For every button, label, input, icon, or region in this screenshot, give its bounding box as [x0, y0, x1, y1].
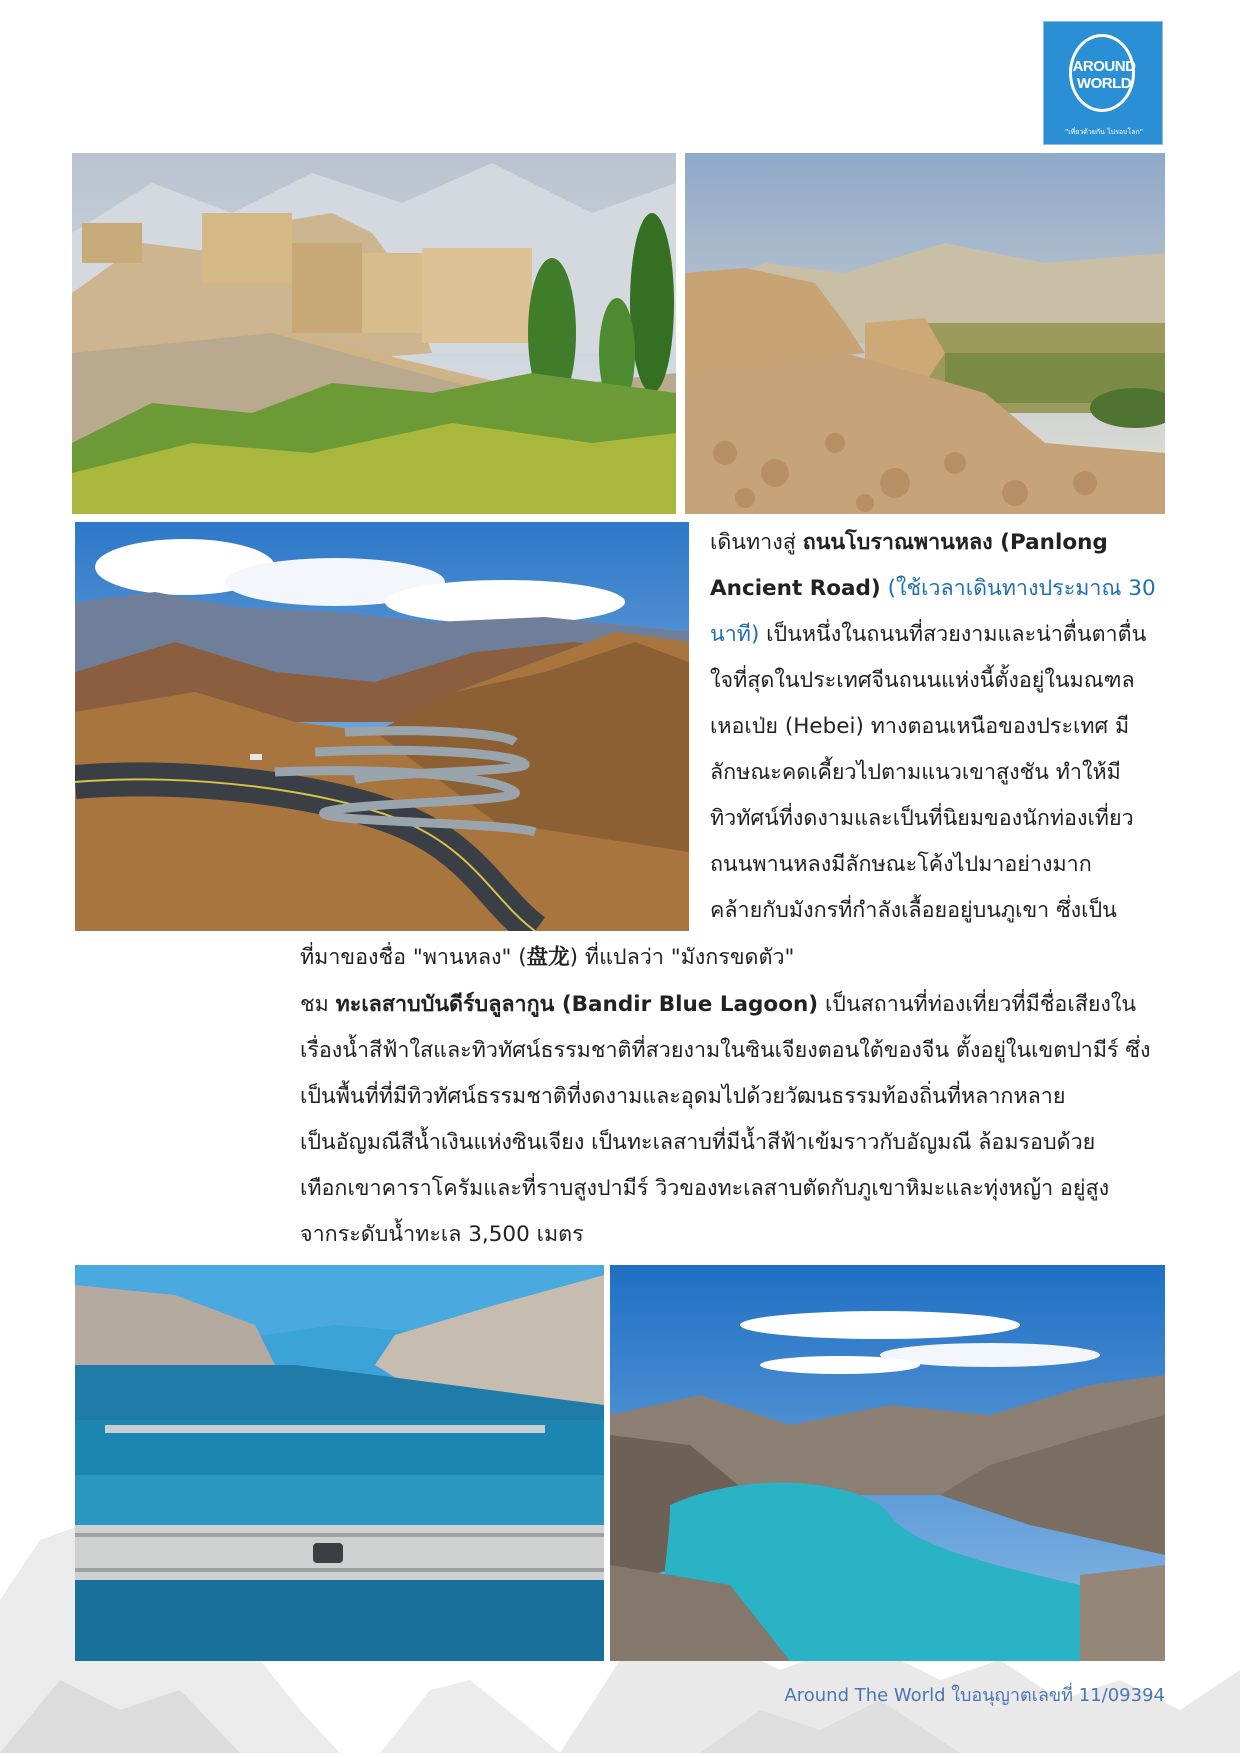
text-line: [710, 750, 1148, 796]
photo-lagoon-valley: [610, 1265, 1165, 1661]
photo-lagoon-bridge: [75, 1265, 604, 1661]
text-run: ทะเลสาบบันดีร์บลูลากูน (Bandir Blue Lagoon): [335, 992, 819, 1017]
text-run: ถนนโบราณพานหลง (Panlong: [802, 530, 1108, 555]
text-run: เหอเป่ย (Hebei) ทางตอนเหนือของประเทศ มี: [710, 714, 1130, 739]
text-line: [300, 1028, 1151, 1074]
text-run: ) ที่แปลว่า "มังกรขดตัว": [569, 945, 795, 970]
footer-license: Around The World ใบอนุญาตเลขที่ 11/09394: [784, 1685, 1165, 1706]
text-line: [710, 796, 1148, 842]
logo-text-around: AROUND: [1072, 58, 1136, 75]
text-run: เทือกเขาคาราโครัมและที่ราบสูงปามีร์ วิวของทะเลสาบตัดกับภูเขาหิมะและทุ่งหญ้า อยู่สูง: [300, 1176, 1110, 1201]
text-run: เรื่องน้ำสีฟ้าใสและทิวทัศน์ธรรมชาติที่สวยงามในซินเจียงตอนใต้ของจีน ตั้งอยู่ในเขตปามีร์ ซึ่ง: [300, 1038, 1151, 1063]
text-line: [710, 612, 1148, 658]
photo-panlong-winding-road: [75, 522, 689, 931]
around-the-world-logo: [1043, 21, 1163, 145]
bandir-lagoon-description: [300, 982, 1151, 1258]
text-run: เป็นสถานที่ท่องเที่ยวที่มีชื่อเสียงใน: [818, 992, 1137, 1017]
text-run: นาที): [710, 622, 760, 647]
text-line: [710, 888, 1148, 934]
text-run: เป็นหนึ่งในถนนที่สวยงามและน่าตื่นตาตื่น: [759, 622, 1147, 647]
text-line: [300, 1212, 1148, 1258]
text-line: [710, 704, 1148, 750]
text-run: ชม: [300, 992, 336, 1017]
text-line: [300, 1074, 1148, 1120]
logo-text-world: WORLD: [1076, 75, 1132, 92]
text-line: [710, 520, 1148, 566]
text-run: Ancient Road): [710, 576, 881, 601]
text-run: ทิวทัศน์ที่งดงามและเป็นที่นิยมของนักท่องเที่ยว: [710, 806, 1134, 831]
panlong-road-description: [710, 520, 1156, 934]
text-run: 盘龙: [526, 945, 570, 970]
text-line: [710, 658, 1148, 704]
text-run: เดินทางสู่: [710, 530, 803, 555]
text-line: [300, 1166, 1148, 1212]
photo-stone-fortress-ruins: [72, 153, 676, 514]
text-run: (ใช้เวลาเดินทางประมาณ 30: [880, 576, 1156, 601]
text-run: คล้ายกับมังกรที่กำลังเลื้อยอยู่บนภูเขา ซึ่งเป็น: [710, 898, 1117, 923]
text-line: [710, 842, 1148, 888]
text-run: เป็นอัญมณีสีน้ำเงินแห่งซินเจียง เป็นทะเลสาบที่มีน้ำสีฟ้าเข้มราวกับอัญมณี ล้อมรอบด้วย: [300, 1130, 1096, 1155]
text-run: ลักษณะคดเคี้ยวไปตามแนวเขาสูงชัน ทำให้มี: [710, 760, 1121, 785]
text-run: ถนนพานหลงมีลักษณะโค้งไปมาอย่างมาก: [710, 852, 1092, 877]
panlong-name-meaning: [300, 935, 1148, 981]
text-run: ที่มาของชื่อ "พานหลง" (: [300, 945, 527, 970]
photo-ruins-valley: [685, 153, 1165, 514]
text-line: [300, 1120, 1148, 1166]
logo-tagline: "เที่ยวด้วยกัน ไปรอบโลก": [1065, 128, 1143, 136]
text-line: [710, 566, 1156, 612]
text-run: เป็นพื้นที่ที่มีทิวทัศน์ธรรมชาติที่งดงามและอุดมไปด้วยวัฒนธรรมท้องถิ่นที่หลากหลาย: [300, 1084, 1066, 1109]
text-run: จากระดับน้ำทะเล 3,500 เมตร: [300, 1222, 584, 1247]
text-run: ใจที่สุดในประเทศจีนถนนแห่งนี้ตั้งอยู่ในมณฑล: [710, 668, 1135, 693]
text-line: [300, 982, 1148, 1028]
